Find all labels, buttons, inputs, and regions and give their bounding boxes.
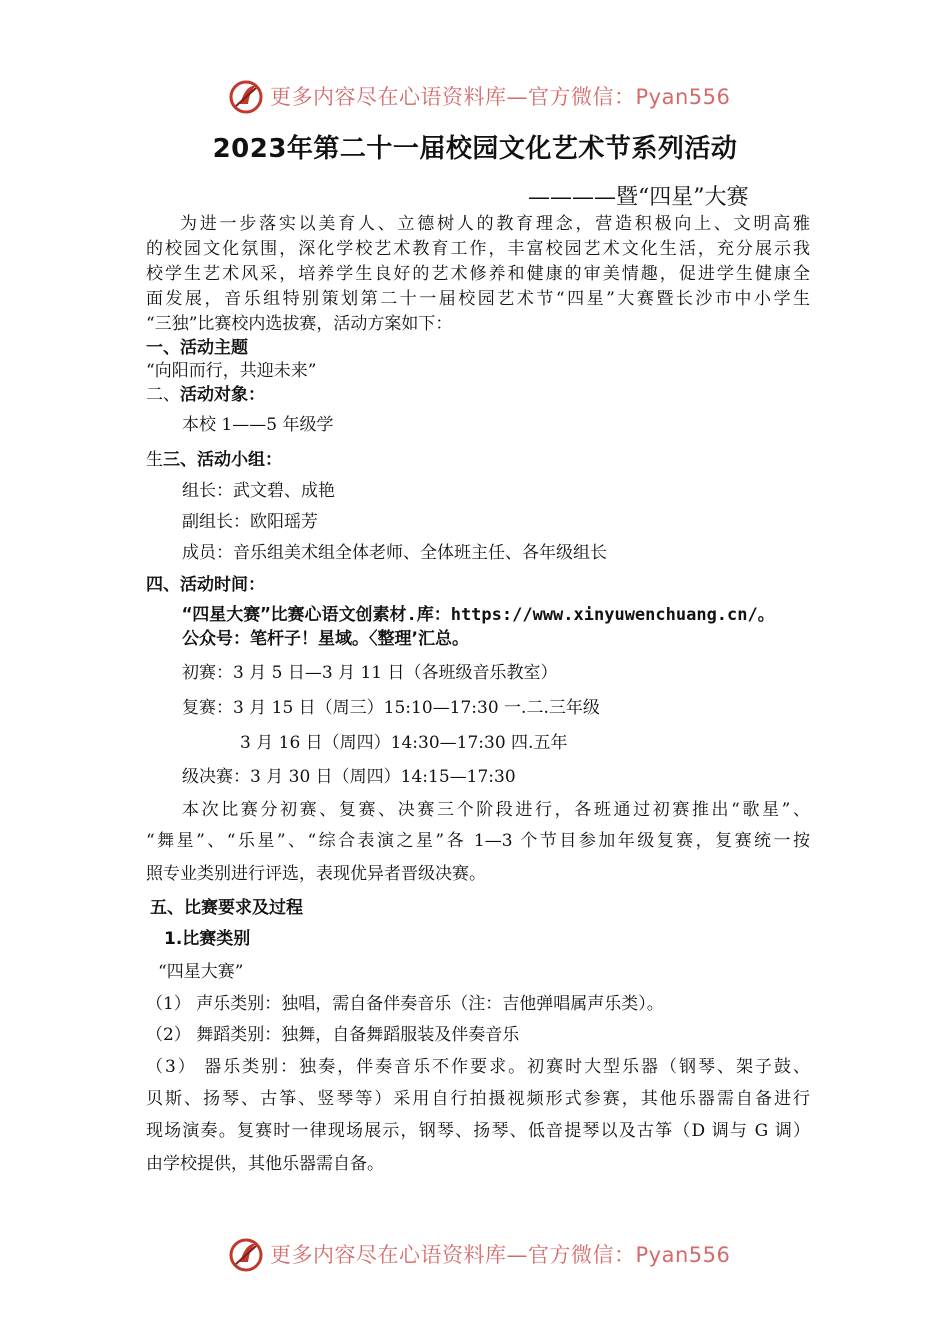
- section-2-title: 活动对象：: [180, 385, 265, 405]
- schedule-second-round-1: 复赛：3 月 15 日（周三）15:10—17:30 一.二.三年级: [182, 698, 600, 718]
- category-item-3-line-1: （3） 器乐类别：独奏，伴奏音乐不作要求。初赛时大型乐器（钢琴、架子鼓、: [146, 1057, 810, 1077]
- intro-line-1: 为进一步落实以美育人、立德树人的教育理念，营造积极向上、文明高雅: [180, 214, 810, 234]
- section-3-title: 三、活动小组：: [163, 450, 282, 470]
- intro-line-2: 的校园文化氛围，深化学校艺术教育工作，丰富校园艺术文化生活，充分展示我: [146, 239, 810, 259]
- group-members: 成员：音乐组美术组全体老师、全体班主任、各年级组长: [182, 543, 607, 563]
- category-item-3-line-2: 贝斯、扬琴、古筝、竖琴等）采用自行拍摄视频形式参赛，其他乐器需自备进行: [146, 1089, 810, 1109]
- section-4-heading: 四、活动时间：: [146, 575, 265, 595]
- section-3-prefix: 生: [146, 450, 163, 470]
- section-2-content: 本校 1——5 年级学: [182, 415, 334, 435]
- watermark-text: 更多内容尽在心语资料库—官方微信：Pyan556: [270, 85, 731, 109]
- watermark-footer: [226, 1232, 730, 1276]
- watermark-header: [226, 74, 730, 118]
- schedule-final-round: 级决赛：3 月 30 日（周四）14:15—17:30: [182, 767, 516, 787]
- category-item-1: （1） 声乐类别：独唱，需自备伴奏音乐（注：吉他弹唱属声乐类）。: [146, 994, 664, 1014]
- intro-line-3: 校学生艺术风采，培养学生良好的艺术修养和健康的审美情趣，促进学生健康全: [146, 264, 810, 284]
- document-title: 2023年第二十一届校园文化艺术节系列活动: [212, 134, 738, 164]
- group-vice-leader: 副组长：欧阳瑶芳: [182, 512, 318, 532]
- schedule-paragraph-line-2: “舞星”、“乐星”、“综合表演之星”各 1—3 个节目参加年级复赛，复赛统一按: [146, 831, 810, 851]
- section-2-heading: [146, 384, 265, 406]
- schedule-paragraph-line-3: 照专业类别进行评选，表现优异者晋级决赛。: [146, 864, 486, 884]
- section-1-heading: 一、活动主题: [146, 338, 248, 358]
- document-subtitle: ————暨“四星”大赛: [528, 185, 749, 210]
- section-5-heading: 五、比赛要求及过程: [150, 898, 303, 918]
- schedule-first-round: 初赛：3 月 5 日—3 月 11 日（各班级音乐教室）: [182, 663, 558, 683]
- intro-line-5: “三独”比赛校内选拔赛，活动方案如下：: [146, 314, 453, 334]
- category-item-2: （2） 舞蹈类别：独舞，自备舞蹈服装及伴奏音乐: [146, 1025, 520, 1045]
- schedule-paragraph-line-1: 本次比赛分初赛、复赛、决赛三个阶段进行，各班通过初赛推出“歌星”、: [182, 800, 810, 820]
- time-note-1: [182, 604, 775, 626]
- intro-line-4: 面发展，音乐组特别策划第二十一届校园艺术节“四星”大赛暨长沙市中小学生: [146, 289, 810, 309]
- category-title: “四星大赛”: [158, 962, 244, 982]
- group-leader: 组长：武文碧、成艳: [182, 481, 335, 501]
- watermark-logo-icon: [226, 1234, 266, 1274]
- section-3-heading: [146, 449, 282, 471]
- section-5-subheading: 1.比赛类别: [164, 929, 251, 949]
- time-note-2: 公众号：笔杆子！星域。〈整理’汇总。: [182, 629, 469, 649]
- time-note-1-text: “四星大赛”比赛心语文创素材.库：https://www.xinyuwenchuang.cn/。: [182, 605, 775, 625]
- watermark-logo-icon: [226, 76, 266, 116]
- schedule-second-round-2: 3 月 16 日（周四）14:30—17:30 四.五年: [240, 733, 568, 753]
- watermark-text: 更多内容尽在心语资料库—官方微信：Pyan556: [270, 1243, 731, 1267]
- category-item-3-line-3: 现场演奏。复赛时一律现场展示，钢琴、扬琴、低音提琴以及古筝（D 调与 G 调）: [146, 1121, 810, 1141]
- section-1-content: “向阳而行，共迎未来”: [146, 361, 317, 381]
- category-item-3-line-4: 由学校提供，其他乐器需自备。: [146, 1154, 384, 1174]
- section-2-prefix: 二、: [146, 385, 180, 405]
